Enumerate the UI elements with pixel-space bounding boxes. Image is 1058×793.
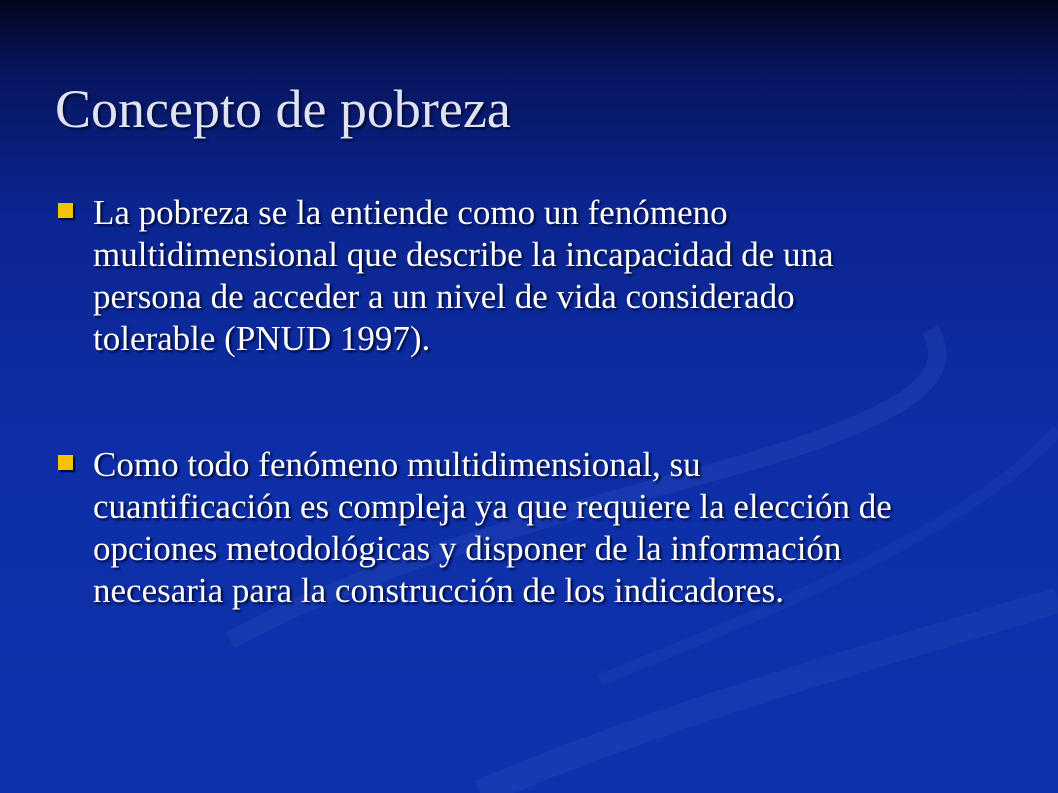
bullet-line: tolerable (PNUD 1997). [93, 319, 431, 358]
bullet-line: persona de acceder a un nivel de vida considerado [93, 277, 795, 316]
bullet-square-icon [58, 455, 73, 470]
bullet-item [55, 444, 1015, 612]
bullet-line: necesaria para la construcción de los indicadores. [93, 571, 784, 610]
bullet-line: cuantificación es compleja ya que requiere la elección de [93, 487, 892, 526]
bullet-line: Como todo fenómeno multidimensional, su [93, 445, 701, 484]
bullet-item [55, 192, 1015, 360]
bullet-line: La pobreza se la entiende como un fenómeno [93, 193, 728, 232]
bullet-line: opciones metodológicas y disponer de la información [93, 529, 842, 568]
bullet-line: multidimensional que describe la incapacidad de una [93, 235, 834, 274]
slide-title: Concepto de pobreza [55, 79, 511, 139]
bullet-square-icon [58, 203, 73, 218]
bullet-list [55, 192, 1015, 612]
